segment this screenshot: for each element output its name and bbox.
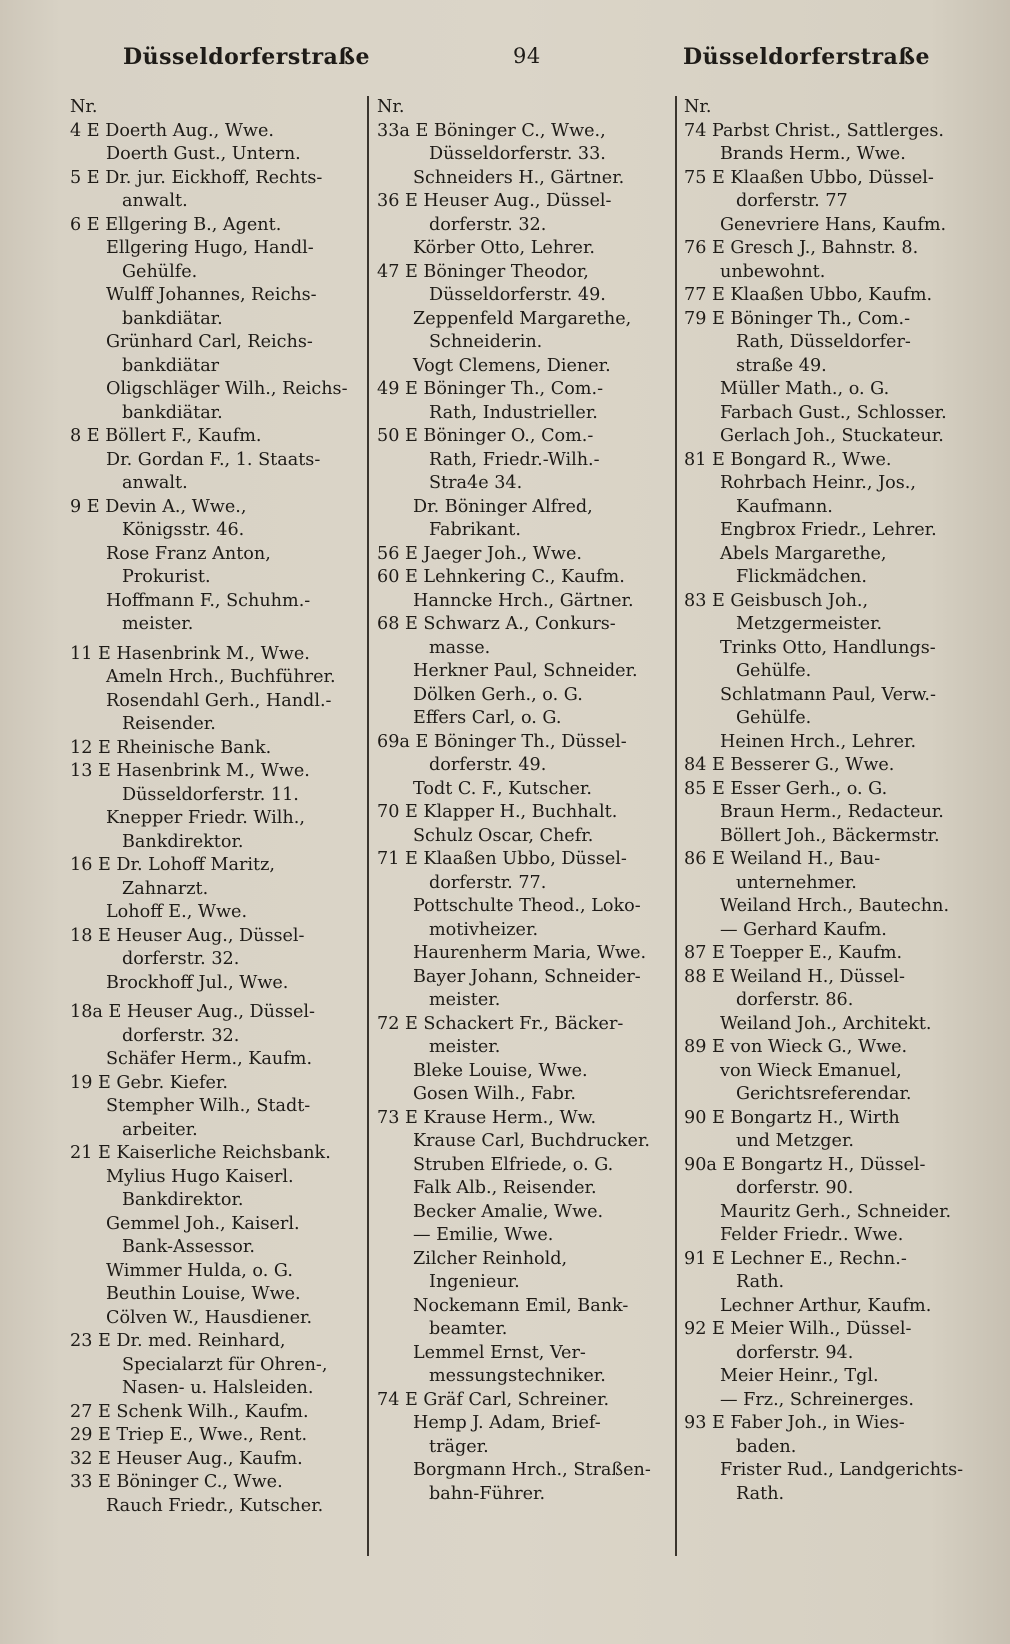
- directory-line: 91 E Lechner E., Rechn.-: [684, 1248, 907, 1269]
- directory-line: Ingenieur.: [429, 1272, 520, 1292]
- directory-line: 77 E Klaaßen Ubbo, Kaufm.: [684, 285, 933, 305]
- directory-line: Schlatmann Paul, Verw.-: [720, 684, 936, 705]
- directory-line: 84 E Besserer G., Wwe.: [684, 755, 895, 775]
- directory-line: Vogt Clemens, Diener.: [413, 355, 611, 376]
- directory-line: 71 E Klaaßen Ubbo, Düssel-: [377, 849, 627, 869]
- directory-line: 16 E Dr. Lohoff Maritz,: [70, 855, 275, 875]
- directory-line: messungstechniker.: [429, 1366, 606, 1386]
- directory-line: Haurenherm Maria, Wwe.: [413, 943, 647, 963]
- directory-line: 74 E Gräf Carl, Schreiner.: [377, 1389, 610, 1410]
- directory-line: Engbrox Friedr., Lehrer.: [720, 520, 937, 540]
- directory-line: Meier Heinr., Tgl.: [720, 1366, 879, 1386]
- directory-line: 13 E Hasenbrink M., Wwe.: [70, 761, 310, 781]
- directory-line: Stra4e 34.: [429, 473, 523, 493]
- directory-line: meister.: [122, 614, 194, 634]
- column-rule: [675, 96, 677, 1556]
- directory-line: Lechner Arthur, Kaufm.: [720, 1295, 932, 1316]
- directory-line: Nockemann Emil, Bank-: [413, 1295, 629, 1316]
- directory-line: 9 E Devin A., Wwe.,: [70, 496, 247, 517]
- directory-line: Zahnarzt.: [122, 878, 209, 899]
- directory-line: Trinks Otto, Handlungs-: [720, 637, 936, 658]
- directory-line: 32 E Heuser Aug., Kaufm.: [70, 1448, 303, 1469]
- directory-line: Rath.: [736, 1483, 785, 1504]
- directory-line: 4 E Doerth Aug., Wwe.: [70, 120, 274, 141]
- directory-line: arbeiter.: [122, 1119, 198, 1140]
- directory-line: Gosen Wilh., Fabr.: [413, 1084, 576, 1104]
- directory-line: 79 E Böninger Th., Com.-: [684, 308, 911, 329]
- directory-line: 73 E Krause Herm., Ww.: [377, 1107, 597, 1128]
- directory-line: 87 E Toepper E., Kaufm.: [684, 943, 903, 963]
- directory-line: Effers Carl, o. G.: [413, 708, 562, 728]
- directory-line: Falk Alb., Reisender.: [413, 1178, 597, 1198]
- directory-line: unternehmer.: [736, 872, 857, 893]
- directory-line: Fabrikant.: [429, 520, 521, 540]
- directory-line: Knepper Friedr. Wilh.,: [106, 808, 305, 828]
- column-3: [684, 96, 979, 1506]
- directory-line: Doerth Gust., Untern.: [106, 144, 301, 164]
- directory-line: Heinen Hrch., Lehrer.: [720, 731, 917, 752]
- directory-line: 90a E Bongartz H., Düssel-: [684, 1154, 926, 1175]
- directory-line: Schneiders H., Gärtner.: [413, 167, 625, 188]
- directory-line: Ellgering Hugo, Handl-: [106, 238, 314, 258]
- directory-line: Müller Math., o. G.: [720, 379, 890, 399]
- directory-line: 85 E Esser Gerh., o. G.: [684, 778, 888, 799]
- directory-line: Hemp J. Adam, Brief-: [413, 1413, 601, 1433]
- directory-line: 18a E Heuser Aug., Düssel-: [70, 1002, 315, 1022]
- directory-line: 93 E Faber Joh., in Wies-: [684, 1413, 905, 1433]
- directory-line: Oligschläger Wilh., Reichs-: [106, 379, 348, 399]
- directory-line: 75 E Klaaßen Ubbo, Düssel-: [684, 167, 934, 188]
- column-1: [70, 96, 360, 1518]
- directory-line: dorferstr. 90.: [736, 1178, 854, 1198]
- directory-line: 27 E Schenk Wilh., Kaufm.: [70, 1401, 309, 1422]
- directory-line: 33a E Böninger C., Wwe.,: [377, 120, 606, 141]
- column-rule: [367, 96, 369, 1556]
- directory-line: 12 E Rheinische Bank.: [70, 737, 272, 758]
- directory-line: — Emilie, Wwe.: [413, 1225, 554, 1245]
- directory-line: Hoffmann F., Schuhm.-: [106, 590, 311, 611]
- directory-line: Lemmel Ernst, Ver-: [413, 1342, 586, 1363]
- directory-line: Struben Elfriede, o. G.: [413, 1154, 614, 1175]
- directory-line: Mylius Hugo Kaiserl.: [106, 1166, 294, 1187]
- directory-line: Borgmann Hrch., Straßen-: [413, 1460, 651, 1480]
- directory-line: Gerlach Joh., Stuckateur.: [720, 426, 944, 446]
- directory-line: dorferstr. 77: [736, 191, 848, 211]
- directory-line: Wimmer Hulda, o. G.: [106, 1260, 293, 1281]
- directory-line: 81 E Bongard R., Wwe.: [684, 449, 892, 470]
- directory-line: 86 E Weiland H., Bau-: [684, 849, 881, 869]
- directory-line: Schäfer Herm., Kaufm.: [106, 1049, 313, 1069]
- directory-line: Nasen- u. Halsleiden.: [122, 1378, 314, 1398]
- directory-line: Rohrbach Heinr., Jos.,: [720, 473, 916, 493]
- directory-line: Düsseldorferstr. 33.: [429, 144, 606, 164]
- directory-line: Becker Amalie, Wwe.: [413, 1201, 604, 1222]
- directory-line: straße 49.: [736, 355, 827, 376]
- directory-line: 21 E Kaiserliche Reichsbank.: [70, 1143, 331, 1163]
- directory-line: Gehülfe.: [736, 708, 812, 728]
- page-number: 94: [513, 44, 541, 68]
- directory-line: Mauritz Gerh., Schneider.: [720, 1201, 952, 1222]
- directory-line: Kaufmann.: [736, 496, 833, 517]
- directory-line: 29 E Triep E., Wwe., Rent.: [70, 1425, 308, 1445]
- directory-line: 69a E Böninger Th., Düssel-: [377, 731, 627, 752]
- directory-line: Beuthin Louise, Wwe.: [106, 1284, 301, 1304]
- directory-line: und Metzger.: [736, 1131, 855, 1151]
- directory-line: bankdiätar.: [122, 308, 223, 329]
- directory-line: Dr. Gordan F., 1. Staats-: [106, 449, 321, 470]
- directory-line: Weiland Hrch., Bautechn.: [720, 896, 950, 916]
- directory-line: träger.: [429, 1436, 489, 1457]
- directory-line: Nr.: [70, 97, 98, 117]
- directory-line: meister.: [429, 990, 501, 1010]
- directory-line: 47 E Böninger Theodor,: [377, 261, 589, 282]
- directory-line: 89 E von Wieck G., Wwe.: [684, 1037, 908, 1057]
- directory-line: Bleke Louise, Wwe.: [413, 1060, 588, 1081]
- directory-line: dorferstr. 32.: [122, 1025, 240, 1046]
- directory-line: Todt C. F., Kutscher.: [413, 778, 593, 799]
- directory-line: Dr. Böninger Alfred,: [413, 496, 593, 517]
- directory-line: von Wieck Emanuel,: [720, 1060, 902, 1081]
- directory-line: 18 E Heuser Aug., Düssel-: [70, 925, 305, 946]
- directory-line: Böllert Joh., Bäckermstr.: [720, 825, 940, 846]
- directory-line: Farbach Gust., Schlosser.: [720, 402, 947, 423]
- directory-line: Schulz Oscar, Chefr.: [413, 825, 594, 846]
- directory-line: Zeppenfeld Margarethe,: [413, 308, 632, 329]
- directory-line: bankdiätar: [122, 355, 220, 376]
- directory-line: Abels Margarethe,: [720, 543, 887, 564]
- directory-line: 49 E Böninger Th., Com.-: [377, 379, 604, 399]
- directory-line: 19 E Gebr. Kiefer.: [70, 1072, 228, 1093]
- directory-line: Specialarzt für Ohren-,: [122, 1354, 328, 1375]
- directory-line: Flickmädchen.: [736, 567, 867, 587]
- directory-line: dorferstr. 32.: [429, 214, 547, 235]
- directory-line: 83 E Geisbusch Joh.,: [684, 590, 869, 611]
- directory-line: 33 E Böninger C., Wwe.: [70, 1472, 283, 1492]
- running-head-left: Düsseldorferstraße: [123, 44, 371, 70]
- directory-line: Gehülfe.: [122, 261, 198, 282]
- directory-line: Frister Rud., Landgerichts-: [720, 1460, 964, 1480]
- directory-line: Rath, Friedr.-Wilh.-: [429, 449, 600, 470]
- directory-line: Bayer Johann, Schneider-: [413, 966, 641, 987]
- directory-line: Rosendahl Gerh., Handl.-: [106, 690, 332, 711]
- directory-line: Brands Herm., Wwe.: [720, 144, 906, 164]
- directory-line: Bankdirektor.: [122, 831, 244, 852]
- directory-line: 36 E Heuser Aug., Düssel-: [377, 191, 612, 211]
- directory-line: 56 E Jaeger Joh., Wwe.: [377, 543, 582, 564]
- directory-line: 74 Parbst Christ., Sattlerges.: [684, 120, 945, 141]
- directory-line: dorferstr. 94.: [736, 1342, 854, 1363]
- running-head-right: Düsseldorferstraße: [683, 44, 931, 70]
- directory-line: Braun Herm., Redacteur.: [720, 802, 944, 822]
- directory-line: 23 E Dr. med. Reinhard,: [70, 1331, 286, 1351]
- directory-line: 88 E Weiland H., Düssel-: [684, 966, 906, 987]
- directory-line: motivheizer.: [429, 919, 539, 940]
- directory-line: bahn-Führer.: [429, 1483, 546, 1504]
- directory-line: Gemmel Joh., Kaiserl.: [106, 1213, 300, 1234]
- directory-line: 70 E Klapper H., Buchhalt.: [377, 802, 618, 822]
- directory-line: Nr.: [684, 97, 712, 117]
- directory-line: Bank-Assessor.: [122, 1237, 255, 1257]
- directory-line: Wulff Johannes, Reichs-: [106, 285, 317, 305]
- directory-line: baden.: [736, 1436, 797, 1457]
- directory-line: Cölven W., Hausdiener.: [106, 1307, 313, 1328]
- directory-line: dorferstr. 77.: [429, 872, 547, 893]
- directory-line: Lohoff E., Wwe.: [106, 902, 248, 922]
- directory-line: — Gerhard Kaufm.: [720, 919, 887, 940]
- directory-line: 8 E Böllert F., Kaufm.: [70, 426, 262, 446]
- directory-line: Metzgermeister.: [736, 614, 883, 634]
- directory-line: Zilcher Reinhold,: [413, 1248, 568, 1269]
- directory-line: Genevriere Hans, Kaufm.: [720, 214, 947, 235]
- directory-line: meister.: [429, 1037, 501, 1057]
- directory-line: 72 E Schackert Fr., Bäcker-: [377, 1013, 624, 1034]
- directory-line: Rath, Industrieller.: [429, 402, 598, 423]
- directory-line: Pottschulte Theod., Loko-: [413, 896, 641, 916]
- directory-line: Rath.: [736, 1272, 785, 1292]
- directory-line: 92 E Meier Wilh., Düssel-: [684, 1319, 912, 1339]
- directory-line: dorferstr. 86.: [736, 990, 854, 1010]
- directory-line: Gerichtsreferendar.: [736, 1084, 912, 1104]
- directory-line: Krause Carl, Buchdrucker.: [413, 1131, 651, 1151]
- directory-line: Stempher Wilh., Stadt-: [106, 1096, 311, 1116]
- directory-line: 11 E Hasenbrink M., Wwe.: [70, 643, 310, 664]
- directory-line: 68 E Schwarz A., Conkurs-: [377, 614, 616, 634]
- column-2: [377, 96, 672, 1506]
- directory-line: 90 E Bongartz H., Wirth: [684, 1107, 900, 1128]
- directory-line: anwalt.: [122, 191, 188, 211]
- directory-line: dorferstr. 49.: [429, 755, 547, 775]
- directory-line: 6 E Ellgering B., Agent.: [70, 214, 282, 235]
- directory-line: 50 E Böninger O., Com.-: [377, 426, 594, 446]
- directory-line: bankdiätar.: [122, 402, 223, 423]
- directory-line: Nr.: [377, 97, 405, 117]
- directory-line: Grünhard Carl, Reichs-: [106, 332, 313, 352]
- directory-line: 76 E Gresch J., Bahnstr. 8.: [684, 238, 919, 258]
- directory-line: Rath, Düsseldorfer-: [736, 332, 911, 352]
- directory-line: Königsstr. 46.: [122, 520, 245, 540]
- directory-line: — Frz., Schreinerges.: [720, 1389, 914, 1410]
- directory-line: Brockhoff Jul., Wwe.: [106, 972, 289, 993]
- directory-line: Reisender.: [122, 714, 216, 734]
- directory-line: dorferstr. 32.: [122, 949, 240, 969]
- directory-line: 5 E Dr. jur. Eickhoff, Rechts-: [70, 167, 323, 188]
- directory-line: unbewohnt.: [720, 261, 826, 282]
- directory-line: Herkner Paul, Schneider.: [413, 661, 638, 681]
- directory-line: beamter.: [429, 1319, 508, 1339]
- directory-line: Bankdirektor.: [122, 1190, 244, 1210]
- directory-line: masse.: [429, 637, 491, 658]
- directory-line: anwalt.: [122, 473, 188, 493]
- directory-line: Rose Franz Anton,: [106, 543, 271, 564]
- directory-line: 60 E Lehnkering C., Kaufm.: [377, 567, 625, 587]
- directory-line: Rauch Friedr., Kutscher.: [106, 1495, 324, 1516]
- directory-line: Körber Otto, Lehrer.: [413, 238, 596, 258]
- directory-line: Düsseldorferstr. 11.: [122, 784, 299, 805]
- directory-line: Weiland Joh., Architekt.: [720, 1013, 932, 1034]
- directory-line: Dölken Gerh., o. G.: [413, 684, 583, 705]
- directory-line: Ameln Hrch., Buchführer.: [106, 667, 336, 687]
- directory-line: Prokurist.: [122, 567, 211, 587]
- directory-line: Schneiderin.: [429, 332, 543, 352]
- directory-line: Hanncke Hrch., Gärtner.: [413, 590, 634, 611]
- directory-line: Gehülfe.: [736, 661, 812, 681]
- directory-line: Düsseldorferstr. 49.: [429, 285, 606, 305]
- directory-line: Felder Friedr.. Wwe.: [720, 1225, 904, 1245]
